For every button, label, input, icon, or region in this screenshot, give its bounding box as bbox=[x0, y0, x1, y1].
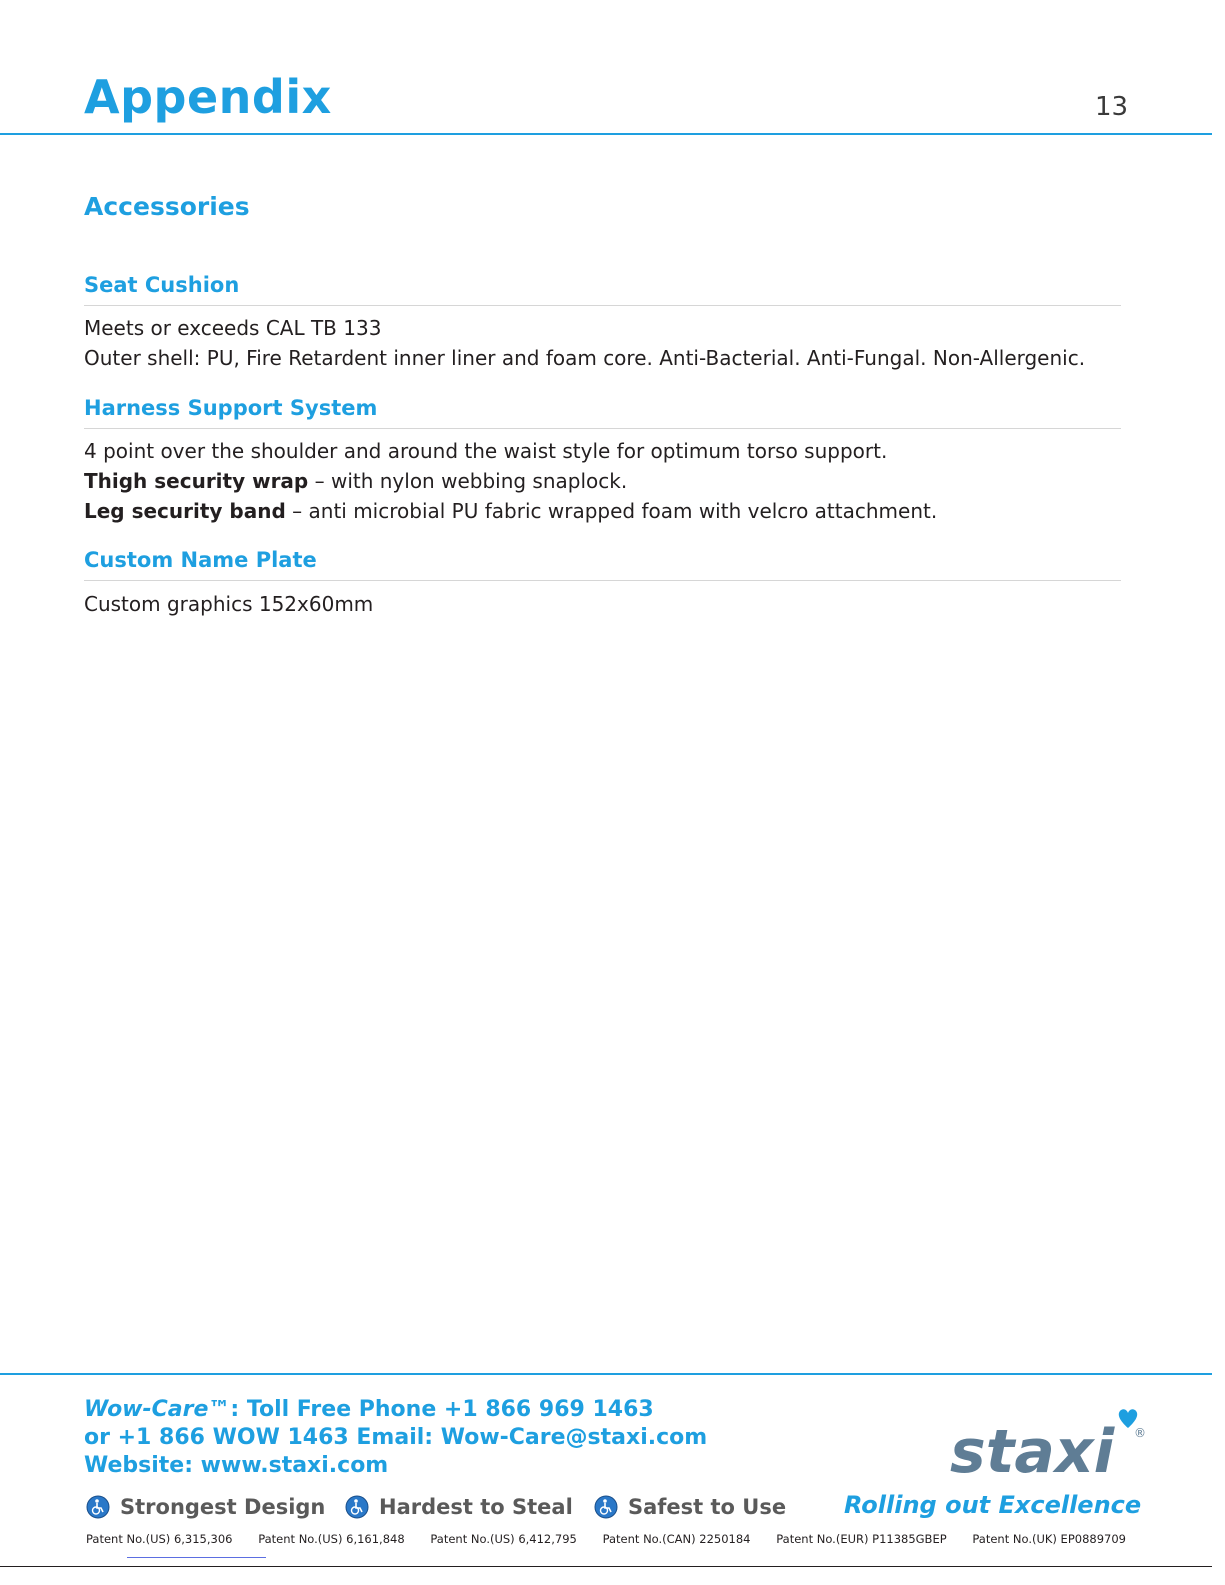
harness-title: Harness Support System bbox=[84, 396, 378, 420]
patent-item: Patent No.(CAN) 2250184 bbox=[602, 1532, 751, 1546]
seat-cushion-line: Meets or exceeds CAL TB 133 bbox=[84, 316, 382, 340]
footer-divider bbox=[0, 1373, 1212, 1375]
thigh-wrap-line bbox=[84, 469, 627, 493]
feature-strongest-design: Strongest Design bbox=[86, 1493, 325, 1521]
registered-mark: ® bbox=[1134, 1426, 1146, 1440]
name-plate-title: Custom Name Plate bbox=[84, 548, 317, 572]
patent-item: Patent No.(UK) EP0889709 bbox=[972, 1532, 1126, 1546]
leg-band-label: Leg security band bbox=[84, 499, 286, 523]
page-title: Appendix bbox=[84, 70, 332, 124]
staxi-logo bbox=[948, 1408, 1148, 1480]
slogan: Rolling out Excellence bbox=[844, 1491, 1142, 1519]
name-plate-divider bbox=[84, 580, 1121, 581]
thigh-wrap-label: Thigh security wrap bbox=[84, 469, 309, 493]
seat-cushion-line: Outer shell: PU, Fire Retardent inner liner and foam core. Anti-Bacterial. Anti-Fungal. Non-Allergenic. bbox=[84, 346, 1086, 370]
seat-cushion-divider bbox=[84, 305, 1121, 306]
leg-band-line bbox=[84, 499, 937, 523]
link-underline bbox=[127, 1557, 266, 1558]
svg-text:staxi: staxi bbox=[950, 1417, 1115, 1480]
contact-email-line: or +1 866 WOW 1463 Email: Wow-Care@staxi.com bbox=[84, 1425, 708, 1450]
section-heading: Accessories bbox=[84, 192, 250, 221]
harness-divider bbox=[84, 428, 1121, 429]
patent-item: Patent No.(US) 6,161,848 bbox=[258, 1532, 405, 1546]
patent-list bbox=[86, 1532, 1126, 1546]
wheelchair-icon bbox=[86, 1495, 110, 1519]
patent-item: Patent No.(US) 6,412,795 bbox=[430, 1532, 577, 1546]
contact-phone-line: Wow-Care™: Toll Free Phone +1 866 969 1463 bbox=[84, 1397, 654, 1422]
page-edge-rule bbox=[0, 1566, 1212, 1567]
harness-line: 4 point over the shoulder and around the waist style for optimum torso support. bbox=[84, 439, 888, 463]
page-number: 13 bbox=[1095, 92, 1129, 122]
leg-band-text: – anti microbial PU fabric wrapped foam with velcro attachment. bbox=[285, 499, 938, 523]
seat-cushion-title: Seat Cushion bbox=[84, 273, 240, 297]
feature-hardest-to-steal: Hardest to Steal bbox=[345, 1493, 573, 1521]
wheelchair-icon bbox=[345, 1495, 369, 1519]
patent-item: Patent No.(US) 6,315,306 bbox=[86, 1532, 233, 1546]
header-divider bbox=[0, 133, 1212, 135]
contact-website-line: Website: www.staxi.com bbox=[84, 1453, 389, 1478]
name-plate-line: Custom graphics 152x60mm bbox=[84, 592, 374, 616]
patent-item: Patent No.(EUR) P11385GBEP bbox=[776, 1532, 947, 1546]
wheelchair-icon bbox=[594, 1495, 618, 1519]
thigh-wrap-text: – with nylon webbing snaplock. bbox=[308, 469, 628, 493]
feature-safest-to-use: Safest to Use bbox=[594, 1493, 786, 1521]
brand-name: Wow-Care bbox=[84, 1397, 209, 1422]
